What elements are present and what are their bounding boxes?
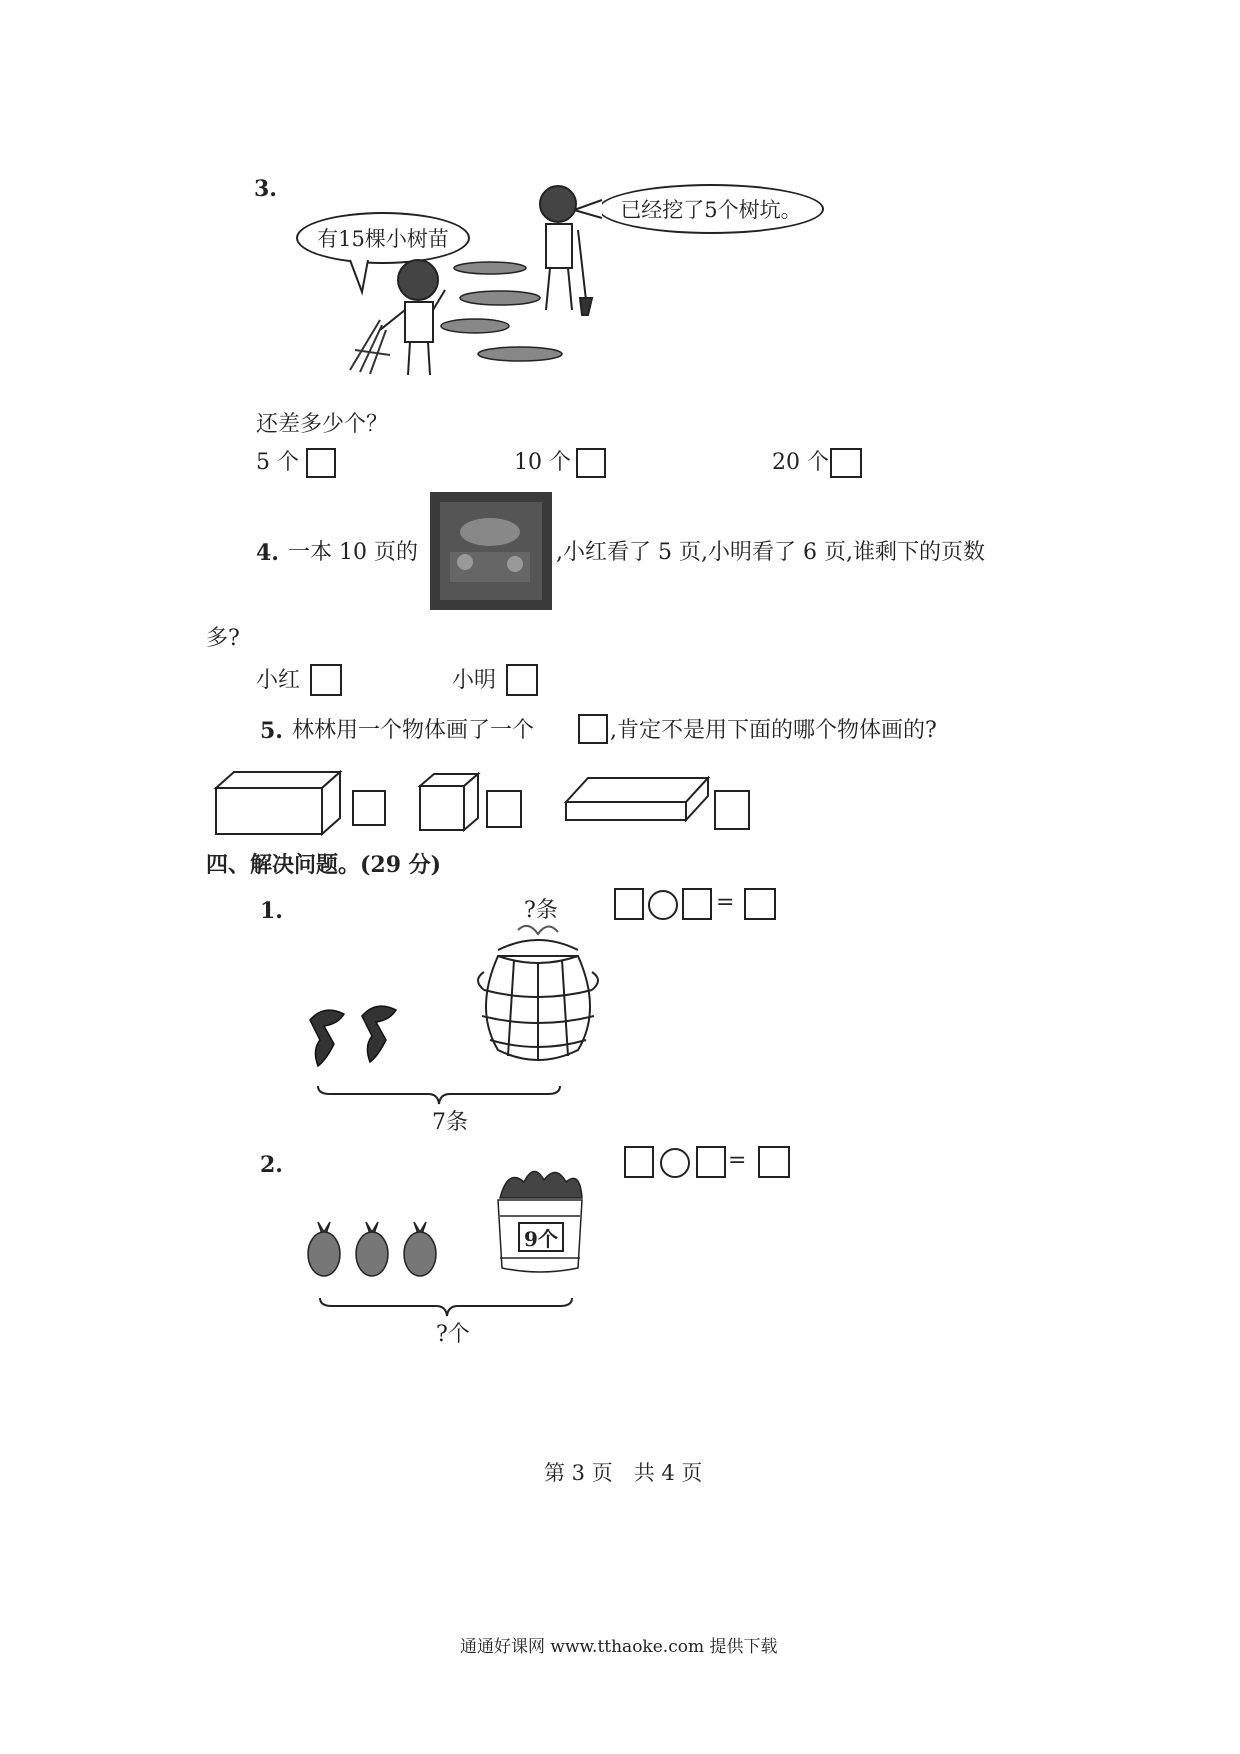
problem1-equals-sign: = [716,890,735,915]
problem1-basket-icon [478,920,598,1070]
q3-option-3-answer-box[interactable] [830,448,862,478]
q4-text-before: 一本 10 页的 [288,540,418,565]
q3-question: 还差多少个？ [256,412,389,437]
q5-option-2-answer-box[interactable] [486,790,522,828]
q3-number: 3. [254,176,277,202]
problem2-equals-sign: = [728,1148,747,1173]
problem2-basket-label-box [518,1222,564,1252]
q4-option-1-answer-box[interactable] [310,664,342,696]
q3-tree-holes [430,260,610,370]
q5-number: 5. [260,718,283,744]
q4-option-2-answer-box[interactable] [506,664,538,696]
section4-heading: 四、解决问题。(29 分) [206,852,442,878]
q5-option-1-answer-box[interactable] [352,790,386,826]
page-number: 第 3 页 共 4 页 [544,1461,703,1485]
q4-option-2-label: 小明 [452,668,497,693]
q4-number: 4. [256,540,279,566]
problem1-total-label: 7条 [432,1110,468,1135]
problem2-brace [318,1296,574,1320]
q3-bubble-left-text: 有15棵小树苗 [317,227,449,251]
problem1-unknown-label: ?条 [524,898,558,923]
q3-option-1-answer-box[interactable] [306,448,336,478]
problem1-brace [316,1084,562,1108]
hole-1 [454,262,526,274]
q4-book-image [430,492,552,610]
q5-text-before: 林林用一个物体画了一个 [292,718,535,743]
book-cover-icon [430,492,552,610]
q3-option-2-answer-box[interactable] [576,448,606,478]
q5-cuboid-long-icon [214,770,344,836]
q5-flat-cuboid-icon [564,776,710,824]
problem1-number: 1. [260,898,283,924]
q3-speech-bubble-right [598,184,824,234]
hole-2 [460,291,540,305]
q4-option-1-label: 小红 [256,668,301,693]
q4-text-after: ,小红看了 5 页,小明看了 6 页,谁剩下的页数 [556,540,985,565]
hole-4 [478,347,562,361]
q3-bubble-right-text: 已经挖了5个树坑。 [620,198,802,222]
q3-option-3-label: 20 个 [772,450,829,475]
problem1-operator-circle[interactable] [648,890,678,920]
q5-text-after: ,肯定不是用下面的哪个物体画的? [610,718,937,743]
problem1-fish-icon [304,1000,414,1070]
q5-option-3-answer-box[interactable] [714,790,750,830]
problem2-number: 2. [260,1152,283,1178]
problem2-total-label: ?个 [436,1322,470,1347]
q5-square-shape [578,714,608,744]
q4-text-wrap: 多? [206,626,240,651]
problem2-equation-box-2[interactable] [696,1146,726,1178]
problem2-basket-label: 9个 [524,1226,558,1251]
problem2-equation-box-1[interactable] [624,1146,654,1178]
problem2-operator-circle[interactable] [660,1148,690,1178]
problem2-pineapples-icon [306,1216,446,1276]
problem1-equation-box-3[interactable] [744,888,776,920]
site-credit: 通通好课网 www.tthaoke.com 提供下载 [460,1637,778,1657]
q3-option-1-label: 5 个 [256,450,299,475]
problem2-equation-box-3[interactable] [758,1146,790,1178]
q3-option-2-label: 10 个 [514,450,571,475]
problem1-equation-box-1[interactable] [614,888,644,920]
hole-3 [441,319,509,333]
q5-cube-icon [418,772,482,832]
problem2-basket-icon [494,1162,586,1276]
problem1-equation-box-2[interactable] [682,888,712,920]
